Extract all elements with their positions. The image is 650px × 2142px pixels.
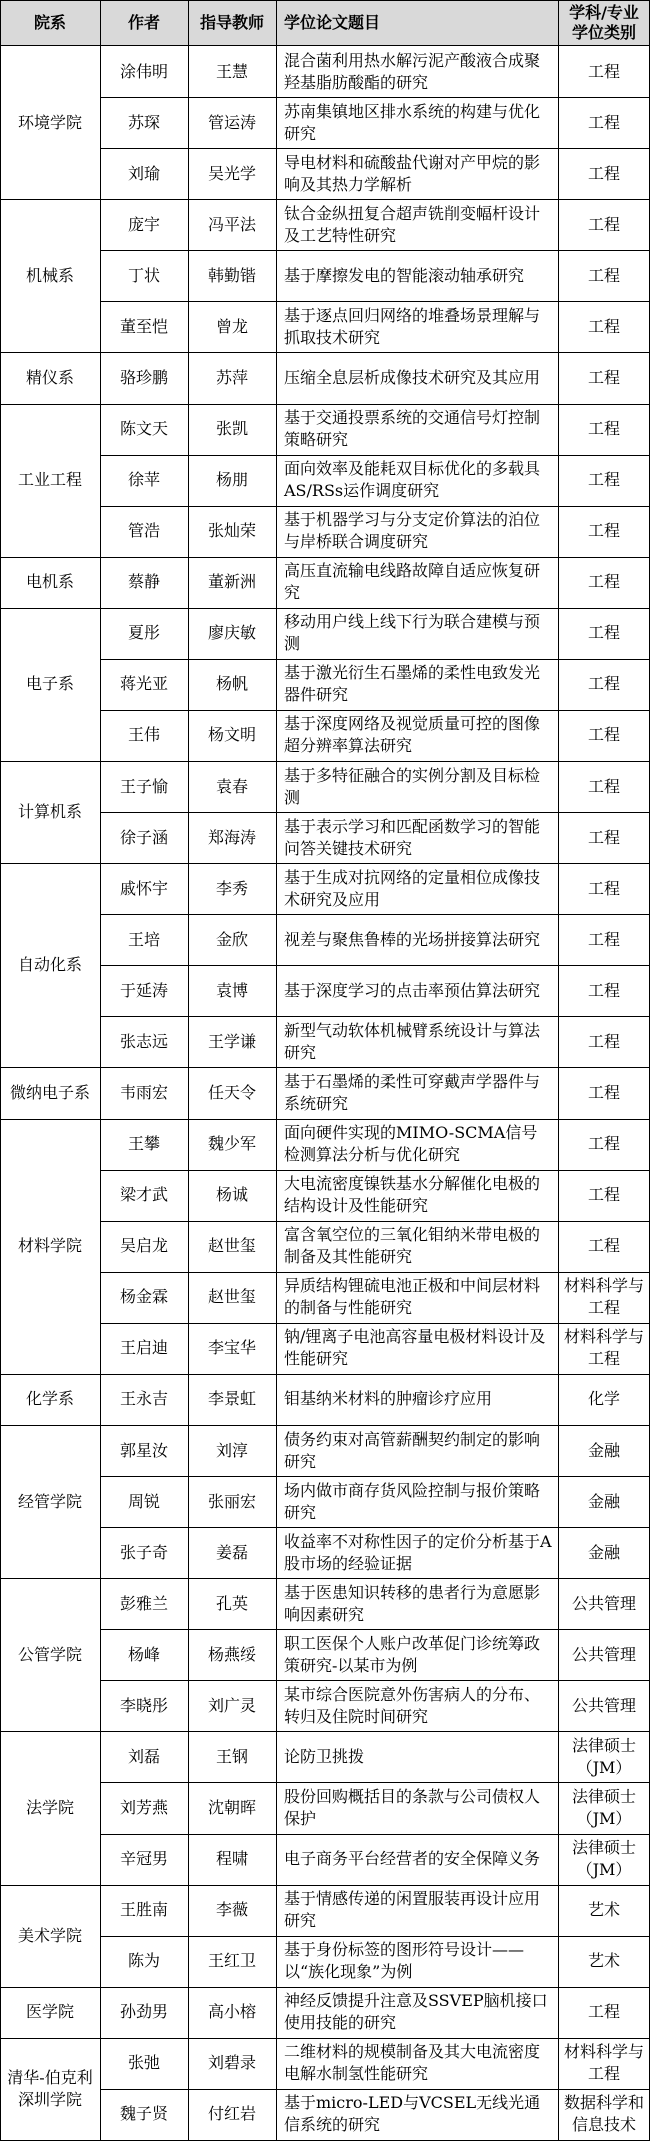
- advisor-cell: 魏少军: [207, 1134, 256, 1154]
- author-cell: 王子愉: [119, 776, 168, 796]
- header-dept: 院系: [33, 13, 66, 32]
- thesis-title-cell: 富含氧空位的三氧化钼纳米带电极的制备及其性能研究: [284, 1225, 541, 1267]
- row-divider: [100, 812, 650, 813]
- thesis-title-cell: 电子商务平台经营者的安全保障义务: [284, 1849, 541, 1869]
- thesis-title-cell: 基于情感传递的闲置服装再设计应用研究: [284, 1889, 541, 1931]
- degree-cell: 工程: [587, 878, 620, 898]
- thesis-title-cell: 职工医保个人账户改革促门诊统筹政策研究-以某市为例: [284, 1633, 541, 1675]
- degree-cell: 工程: [587, 367, 620, 387]
- author-cell: 王培: [127, 929, 160, 949]
- advisor-cell: 金欣: [215, 929, 248, 949]
- author-cell: 董至恺: [119, 316, 168, 336]
- author-cell: 陈文天: [119, 419, 168, 439]
- dept-cell: 工业工程: [17, 470, 82, 490]
- degree-cell: 工程: [587, 929, 620, 949]
- advisor-cell: 廖庆敏: [207, 623, 256, 643]
- dept-cell: 材料学院: [17, 1236, 82, 1256]
- advisor-cell: 李薇: [215, 1900, 248, 1920]
- thesis-title-cell: 神经反馈提升注意及SSVEP脑机接口使用技能的研究: [284, 1991, 548, 2033]
- author-cell: 张志远: [119, 1031, 168, 1051]
- row-divider: [100, 659, 650, 660]
- degree-cell: 工程: [587, 1082, 620, 1102]
- author-cell: 刘瑜: [127, 163, 160, 183]
- thesis-title-cell: 债务约束对高管薪酬契约制定的影响研究: [284, 1429, 541, 1471]
- thesis-title-cell: 移动用户线上线下行为联合建模与预测: [284, 612, 541, 654]
- thesis-title-cell: 异质结构锂硫电池正极和中间层材料的制备与性能研究: [284, 1276, 541, 1318]
- author-cell: 夏彤: [127, 623, 160, 643]
- advisor-cell: 王钢: [215, 1746, 248, 1766]
- dept-cell: 法学院: [25, 1798, 74, 1818]
- dept-cell: 化学系: [25, 1389, 74, 1409]
- row-divider: [100, 1936, 650, 1937]
- advisor-cell: 袁春: [215, 776, 248, 796]
- author-cell: 徐子涵: [119, 827, 168, 847]
- advisor-cell: 王学谦: [207, 1031, 256, 1051]
- advisor-cell: 管运涛: [207, 112, 256, 132]
- degree-cell: 工程: [587, 214, 620, 234]
- advisor-cell: 赵世玺: [207, 1236, 256, 1256]
- row-divider: [100, 1680, 650, 1681]
- row-divider: [100, 301, 650, 302]
- thesis-title-cell: 基于医患知识转移的患者行为意愿影响因素研究: [284, 1582, 541, 1624]
- thesis-title-cell: 基于摩擦发电的智能滚动轴承研究: [284, 265, 525, 285]
- degree-cell: 工程: [587, 61, 620, 81]
- degree-cell: 材料科学与工程: [563, 1276, 644, 1318]
- row-divider: [100, 1782, 650, 1783]
- degree-cell: 金融: [587, 1491, 620, 1511]
- row-divider: [100, 1527, 650, 1528]
- column-divider: [558, 0, 559, 2141]
- advisor-cell: 郑海涛: [207, 827, 256, 847]
- degree-cell: 工程: [587, 827, 620, 847]
- author-cell: 郭星汝: [119, 1440, 168, 1460]
- thesis-title-cell: 苏南集镇地区排水系统的构建与优化研究: [284, 101, 541, 143]
- dept-cell: 环境学院: [17, 112, 82, 132]
- advisor-cell: 高小榕: [207, 2002, 256, 2022]
- degree-cell: 工程: [587, 265, 620, 285]
- advisor-cell: 刘广灵: [207, 1695, 256, 1715]
- author-cell: 魏子贤: [119, 2104, 168, 2124]
- header-author: 作者: [127, 13, 160, 32]
- dept-cell: 公管学院: [17, 1644, 82, 1664]
- degree-cell: 工程: [587, 112, 620, 132]
- advisor-cell: 吴光学: [207, 163, 256, 183]
- thesis-title-cell: 高压直流输电线路故障自适应恢复研究: [284, 561, 541, 603]
- thesis-title-cell: 某市综合医院意外伤害病人的分布、转归及住院时间研究: [284, 1684, 541, 1726]
- author-cell: 戚怀宇: [119, 878, 168, 898]
- thesis-title-cell: 压缩全息层析成像技术研究及其应用: [284, 367, 541, 387]
- column-divider: [188, 0, 189, 2141]
- row-divider: [100, 506, 650, 507]
- row-divider: [100, 1476, 650, 1477]
- degree-cell: 工程: [587, 2002, 620, 2022]
- thesis-title-cell: 二维材料的规模制备及其大电流密度电解水制氢性能研究: [284, 2042, 541, 2084]
- author-cell: 涂伟明: [119, 61, 168, 81]
- row-divider: [100, 1016, 650, 1017]
- advisor-cell: 刘碧录: [207, 2053, 256, 2073]
- advisor-cell: 董新洲: [207, 572, 256, 592]
- thesis-title-cell: 钼基纳米材料的肿瘤诊疗应用: [284, 1389, 493, 1409]
- author-cell: 王伟: [127, 725, 160, 745]
- advisor-cell: 袁博: [215, 980, 248, 1000]
- row-divider: [100, 97, 650, 98]
- thesis-title-cell: 场内做市商存货风险控制与报价策略研究: [284, 1480, 541, 1522]
- author-cell: 张子奇: [119, 1542, 168, 1562]
- advisor-cell: 张丽宏: [207, 1491, 256, 1511]
- row-divider: [100, 1629, 650, 1630]
- row-divider: [100, 148, 650, 149]
- advisor-cell: 杨文明: [207, 725, 256, 745]
- degree-cell: 法律硕士（JM）: [571, 1735, 636, 1777]
- author-cell: 蒋光亚: [119, 674, 168, 694]
- dept-cell: 自动化系: [17, 955, 82, 975]
- author-cell: 陈为: [127, 1951, 160, 1971]
- degree-cell: 工程: [587, 1185, 620, 1205]
- thesis-title-cell: 基于深度网络及视觉质量可控的图像超分辨率算法研究: [284, 714, 541, 756]
- group-divider: [0, 2140, 650, 2141]
- thesis-title-cell: 大电流密度镍铁基水分解催化电极的结构设计及性能研究: [284, 1174, 541, 1216]
- degree-cell: 公共管理: [571, 1695, 636, 1715]
- degree-cell: 工程: [587, 163, 620, 183]
- dept-cell: 机械系: [25, 265, 74, 285]
- author-cell: 辛冠男: [119, 1849, 168, 1869]
- thesis-title-cell: 基于表示学习和匹配函数学习的智能问答关键技术研究: [284, 816, 541, 858]
- thesis-title-cell: 基于石墨烯的柔性可穿戴声学器件与系统研究: [284, 1071, 541, 1113]
- table-top-border: [0, 0, 650, 1]
- author-cell: 于延涛: [119, 980, 168, 1000]
- thesis-title-cell: 钛合金纵扭复合超声铣削变幅杆设计及工艺特性研究: [284, 203, 541, 245]
- advisor-cell: 沈朝晖: [207, 1798, 256, 1818]
- dept-cell: 电机系: [25, 572, 74, 592]
- thesis-title-cell: 新型气动软体机械臂系统设计与算法研究: [284, 1020, 541, 1062]
- dept-cell: 精仪系: [25, 367, 74, 387]
- dept-cell: 清华-伯克利深圳学院: [7, 2067, 93, 2109]
- thesis-title-cell: 论防卫挑拨: [284, 1746, 365, 1766]
- author-cell: 孙劲男: [119, 2002, 168, 2022]
- author-cell: 吴启龙: [119, 1236, 168, 1256]
- thesis-title-cell: 基于逐点回归网络的堆叠场景理解与抓取技术研究: [284, 305, 541, 347]
- author-cell: 苏琛: [127, 112, 160, 132]
- advisor-cell: 付红岩: [207, 2104, 256, 2124]
- degree-cell: 工程: [587, 980, 620, 1000]
- dept-cell: 电子系: [25, 674, 74, 694]
- advisor-cell: 李秀: [215, 878, 248, 898]
- author-cell: 张弛: [127, 2053, 160, 2073]
- degree-cell: 工程: [587, 572, 620, 592]
- advisor-cell: 刘淳: [215, 1440, 248, 1460]
- advisor-cell: 王慧: [215, 61, 248, 81]
- thesis-title-cell: 基于身份标签的图形符号设计——以“族化现象”为例: [284, 1940, 525, 1982]
- degree-cell: 金融: [587, 1542, 620, 1562]
- row-divider: [100, 710, 650, 711]
- author-cell: 刘芳燕: [119, 1798, 168, 1818]
- row-divider: [100, 1834, 650, 1835]
- advisor-cell: 李景虹: [207, 1389, 256, 1409]
- advisor-cell: 程啸: [215, 1849, 248, 1869]
- author-cell: 彭雅兰: [119, 1593, 168, 1613]
- author-cell: 杨金霖: [119, 1287, 168, 1307]
- degree-cell: 数据科学和信息技术: [563, 2093, 644, 2135]
- advisor-cell: 杨诚: [215, 1185, 248, 1205]
- degree-cell: 工程: [587, 316, 620, 336]
- author-cell: 梁才武: [119, 1185, 168, 1205]
- thesis-title-cell: 钠/锂离子电池高容量电极材料设计及性能研究: [284, 1327, 546, 1369]
- thesis-title-cell: 导电材料和硫酸盐代谢对产甲烷的影响及其热力学解析: [284, 152, 541, 194]
- header-degree: 学科/专业 学位类别: [569, 3, 639, 42]
- degree-cell: 工程: [587, 776, 620, 796]
- degree-cell: 金融: [587, 1440, 620, 1460]
- degree-cell: 工程: [587, 470, 620, 490]
- thesis-title-cell: 基于机器学习与分支定价算法的泊位与岸桥联合调度研究: [284, 510, 541, 552]
- thesis-title-cell: 视差与聚焦鲁棒的光场拼接算法研究: [284, 929, 541, 949]
- dept-cell: 微纳电子系: [9, 1082, 90, 1102]
- column-divider: [100, 0, 101, 2141]
- thesis-title-cell: 基于多特征融合的实例分割及目标检测: [284, 765, 541, 807]
- degree-cell: 艺术: [587, 1900, 620, 1920]
- degree-cell: 工程: [587, 521, 620, 541]
- thesis-title-cell: 基于深度学习的点击率预估算法研究: [284, 980, 541, 1000]
- author-cell: 王攀: [127, 1134, 160, 1154]
- degree-cell: 工程: [587, 623, 620, 643]
- thesis-title-cell: 基于交通投票系统的交通信号灯控制策略研究: [284, 408, 541, 450]
- row-divider: [100, 455, 650, 456]
- author-cell: 蔡静: [127, 572, 160, 592]
- dept-cell: 医学院: [25, 2002, 74, 2022]
- advisor-cell: 冯平法: [207, 214, 256, 234]
- degree-cell: 法律硕士（JM）: [571, 1787, 636, 1829]
- advisor-cell: 张凯: [215, 419, 248, 439]
- degree-cell: 法律硕士（JM）: [571, 1838, 636, 1880]
- row-divider: [100, 1170, 650, 1171]
- thesis-title-cell: 混合菌利用热水解污泥产酸液合成聚羟基脂肪酸酯的研究: [284, 50, 541, 92]
- author-cell: 韦雨宏: [119, 1082, 168, 1102]
- thesis-title-cell: 基于生成对抗网络的定量相位成像技术研究及应用: [284, 867, 541, 909]
- advisor-cell: 张灿荣: [207, 521, 256, 541]
- advisor-cell: 苏萍: [215, 367, 248, 387]
- advisor-cell: 韩勤锴: [207, 265, 256, 285]
- degree-cell: 工程: [587, 725, 620, 745]
- degree-cell: 公共管理: [571, 1644, 636, 1664]
- dept-cell: 美术学院: [17, 1925, 82, 1945]
- thesis-title-cell: 面向硬件实现的MIMO-SCMA信号检测算法分析与优化研究: [284, 1123, 538, 1165]
- degree-cell: 工程: [587, 1134, 620, 1154]
- header-row: [0, 0, 650, 46]
- thesis-title-cell: 基于激光衍生石墨烯的柔性电致发光器件研究: [284, 663, 541, 705]
- header-advisor: 指导教师: [199, 13, 264, 32]
- thesis-title-cell: 面向效率及能耗双目标优化的多载具AS/RSs运作调度研究: [284, 459, 541, 501]
- author-cell: 周锐: [127, 1491, 160, 1511]
- author-cell: 王胜南: [119, 1900, 168, 1920]
- advisor-cell: 杨燕绥: [207, 1644, 256, 1664]
- row-divider: [100, 914, 650, 915]
- row-divider: [100, 2089, 650, 2090]
- dept-cell: 计算机系: [17, 802, 82, 822]
- author-cell: 王永吉: [119, 1389, 168, 1409]
- degree-cell: 化学: [587, 1389, 620, 1409]
- advisor-cell: 杨朋: [215, 470, 248, 490]
- author-cell: 庞宇: [127, 214, 160, 234]
- author-cell: 管浩: [127, 521, 160, 541]
- author-cell: 刘磊: [127, 1746, 160, 1766]
- thesis-title-cell: 收益率不对称性因子的定价分析基于A股市场的经验证据: [284, 1531, 552, 1573]
- row-divider: [100, 965, 650, 966]
- advisor-cell: 曾龙: [215, 316, 248, 336]
- author-cell: 杨峰: [127, 1644, 160, 1664]
- advisor-cell: 李宝华: [207, 1338, 256, 1358]
- advisor-cell: 孔英: [215, 1593, 248, 1613]
- degree-cell: 艺术: [587, 1951, 620, 1971]
- dept-cell: 经管学院: [17, 1491, 82, 1511]
- advisor-cell: 任天令: [207, 1082, 256, 1102]
- row-divider: [100, 250, 650, 251]
- thesis-title-cell: 股份回购概括目的条款与公司债权人保护: [284, 1787, 541, 1829]
- author-cell: 王启迪: [119, 1338, 168, 1358]
- author-cell: 徐苹: [127, 470, 160, 490]
- column-divider: [0, 0, 1, 2141]
- header-title: 学位论文题目: [284, 13, 381, 32]
- row-divider: [100, 1221, 650, 1222]
- degree-cell: 工程: [587, 1031, 620, 1051]
- degree-cell: 公共管理: [571, 1593, 636, 1613]
- row-divider: [100, 1272, 650, 1273]
- advisor-cell: 杨帆: [215, 674, 248, 694]
- advisor-cell: 姜磊: [215, 1542, 248, 1562]
- degree-cell: 工程: [587, 419, 620, 439]
- author-cell: 李晓彤: [119, 1695, 168, 1715]
- row-divider: [100, 1323, 650, 1324]
- author-cell: 骆珍鹏: [119, 367, 168, 387]
- degree-cell: 材料科学与工程: [563, 2042, 644, 2084]
- degree-cell: 工程: [587, 674, 620, 694]
- advisor-cell: 王红卫: [207, 1951, 256, 1971]
- degree-cell: 工程: [587, 1236, 620, 1256]
- column-divider: [276, 0, 277, 2141]
- thesis-title-cell: 基于micro-LED与VCSEL无线光通信系统的研究: [284, 2093, 541, 2135]
- advisor-cell: 赵世玺: [207, 1287, 256, 1307]
- degree-cell: 材料科学与工程: [563, 1327, 644, 1369]
- author-cell: 丁状: [127, 265, 160, 285]
